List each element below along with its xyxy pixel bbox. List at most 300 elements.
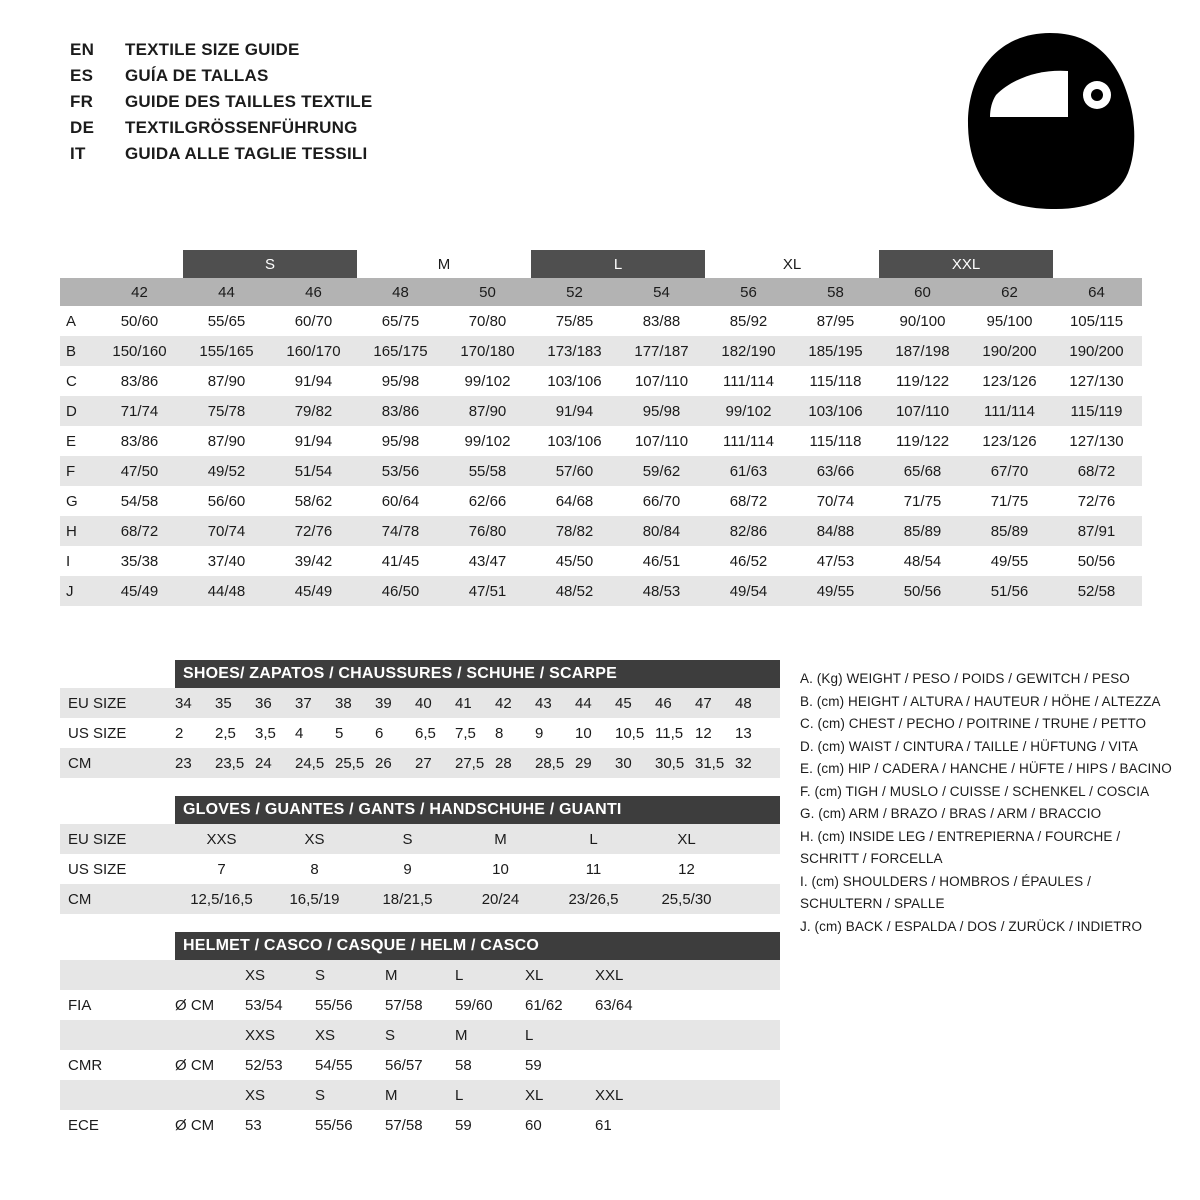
shoes-cm-row (60, 748, 780, 778)
cell: 62/66 (468, 492, 507, 510)
table-row (60, 456, 1142, 486)
legend-line: E. (cm) HIP / CADERA / HANCHE / HÜFTE / HIPS / BACINO (800, 761, 1172, 776)
cell: 2 (175, 724, 184, 742)
helmet-title: HELMET / CASCO / CASQUE / HELM / CASCO (175, 932, 780, 960)
table-row (60, 366, 1142, 396)
header-row-en (70, 40, 770, 66)
row-label-e: E (66, 432, 77, 450)
cell: 11 (585, 860, 602, 878)
cell: 46/51 (642, 552, 681, 570)
cell: 54/55 (315, 1056, 353, 1074)
cell: 95/98 (381, 432, 420, 450)
cell: 103/106 (547, 432, 602, 450)
cell: M (494, 830, 507, 848)
cell: 41 (455, 694, 472, 712)
cell: 55/65 (207, 312, 246, 330)
legend-line: D. (cm) WAIST / CINTURA / TAILLE / HÜFTUNG / VITA (800, 738, 1138, 754)
cell: 36 (255, 694, 272, 712)
measurement-legend (800, 668, 1172, 938)
table-row (60, 546, 1142, 576)
header-row-fr (70, 92, 770, 118)
size-label-xxl: XXL (879, 250, 1053, 278)
cell: 95/100 (986, 312, 1033, 330)
cell: 72/76 (294, 522, 333, 540)
cell: 30 (615, 754, 632, 772)
legend-line: J. (cm) BACK / ESPALDA / DOS / ZURÜCK / INDIETRO (800, 918, 1143, 934)
cell: 55/56 (315, 996, 353, 1014)
cell: 42 (495, 694, 512, 712)
cell: 12,5/16,5 (190, 890, 253, 908)
cell: M (385, 1086, 398, 1104)
table-row (60, 396, 1142, 426)
cell: 23,5 (215, 754, 245, 772)
cell: 87/90 (207, 432, 246, 450)
row-label-cm: CM (68, 754, 92, 772)
cell: 68/72 (120, 522, 159, 540)
cell: 46/52 (729, 552, 768, 570)
cell: 105/115 (1069, 312, 1124, 330)
racing-helmet-icon (960, 25, 1140, 215)
helmet-fia-row (60, 990, 780, 1020)
cell: 48/52 (555, 582, 594, 600)
cell: 60 (525, 1116, 542, 1134)
cell: 95/98 (381, 372, 420, 390)
cell: 99/102 (464, 372, 511, 390)
cell: 65/68 (903, 462, 942, 480)
cell: 72/76 (1077, 492, 1116, 510)
cell: 10,5 (615, 724, 645, 742)
cell: 16,5/19 (289, 890, 340, 908)
gloves-us-row (60, 854, 780, 884)
num-60: 60 (914, 283, 931, 301)
num-48: 48 (392, 283, 409, 301)
num-50: 50 (479, 283, 496, 301)
table-row (60, 486, 1142, 516)
cell: XXL (595, 966, 624, 984)
cell: 58/62 (294, 492, 333, 510)
cell: 76/80 (468, 522, 507, 540)
cell: 60/64 (381, 492, 420, 510)
cell: 20/24 (481, 890, 520, 908)
cell: L (455, 966, 464, 984)
cell: 60/70 (294, 312, 333, 330)
cell: 12 (695, 724, 712, 742)
cell: 29 (575, 754, 592, 772)
header-title-de: TEXTILGRÖSSENFÜHRUNG (125, 118, 358, 137)
cell: 59/60 (455, 996, 493, 1014)
row-label-d: D (66, 402, 77, 420)
cell: 65/75 (381, 312, 420, 330)
header-title-es: GUÍA DE TALLAS (125, 66, 269, 85)
cell: 45 (615, 694, 632, 712)
cell: 67/70 (990, 462, 1029, 480)
cell: 44/48 (207, 582, 246, 600)
cell: 78/82 (555, 522, 594, 540)
cell: 103/106 (808, 402, 863, 420)
cell: 35/38 (120, 552, 159, 570)
cell: 85/89 (990, 522, 1029, 540)
cell: 7 (217, 860, 226, 878)
row-label-h: H (66, 522, 77, 540)
legend-line: C. (cm) CHEST / PECHO / POITRINE / TRUHE / PETTO (800, 716, 1147, 731)
cell: 185/195 (808, 342, 863, 360)
cell: XXS (245, 1026, 276, 1044)
cell: 190/200 (982, 342, 1037, 360)
cell: 71/75 (990, 492, 1029, 510)
num-spacer (60, 278, 96, 306)
row-label-j: J (66, 582, 74, 600)
num-42: 42 (131, 283, 148, 301)
cell: 59/62 (642, 462, 681, 480)
header-languages (70, 40, 770, 170)
cell: 50/56 (903, 582, 942, 600)
cell: 18/21,5 (382, 890, 433, 908)
row-label-eu-size: EU SIZE (68, 694, 127, 712)
cell: 99/102 (464, 432, 511, 450)
helmet-cmr-header (60, 1020, 780, 1050)
legend-line: B. (cm) HEIGHT / ALTURA / HAUTEUR / HÖHE / ALTEZZA (800, 693, 1161, 709)
cell: 43/47 (468, 552, 507, 570)
cell: 123/126 (982, 432, 1037, 450)
cell: 54/58 (120, 492, 159, 510)
cell: 48/53 (642, 582, 681, 600)
lang-code-fr: FR (70, 92, 94, 111)
lang-code-en: EN (70, 40, 95, 59)
cell: 82/86 (729, 522, 768, 540)
row-label-cm: CM (68, 890, 92, 908)
legend-line: F. (cm) TIGH / MUSLO / CUISSE / SCHENKEL / COSCIA (800, 783, 1150, 799)
cell: 107/110 (895, 402, 950, 420)
row-label-us-size: US SIZE (68, 860, 127, 878)
helmet-block (60, 932, 780, 1140)
cell: 61/63 (729, 462, 768, 480)
cell: 23 (175, 754, 192, 772)
num-62: 62 (1001, 283, 1018, 301)
legend-line: SCHULTERN / SPALLE (800, 896, 945, 911)
cell: 91/94 (294, 432, 333, 450)
size-label-s: S (183, 250, 357, 278)
table-row (60, 576, 1142, 606)
num-56: 56 (740, 283, 757, 301)
cell: 32 (735, 754, 752, 772)
cell: 127/130 (1069, 372, 1124, 390)
cell: 160/170 (286, 342, 341, 360)
lang-code-es: ES (70, 66, 94, 85)
cell: 49/55 (990, 552, 1029, 570)
cell: 71/75 (903, 492, 942, 510)
lower-tables (60, 660, 780, 1158)
cell: 57/60 (555, 462, 594, 480)
size-bar-42 (96, 250, 183, 278)
cell: 70/80 (468, 312, 507, 330)
cell: 66/70 (642, 492, 681, 510)
cell: XL (677, 830, 696, 848)
cell: 51/56 (990, 582, 1029, 600)
cell: S (315, 1086, 326, 1104)
cell: 47/51 (468, 582, 507, 600)
cell: 11,5 (655, 724, 684, 742)
gloves-eu-row (60, 824, 780, 854)
cell: XS (245, 966, 266, 984)
cell: M (385, 966, 398, 984)
cell: 56/60 (207, 492, 246, 510)
size-letter-row (60, 250, 1142, 278)
cell: 115/118 (809, 432, 862, 450)
cell: 123/126 (982, 372, 1037, 390)
cell: 127/130 (1069, 432, 1124, 450)
cell: 9 (403, 860, 412, 878)
cell: XL (525, 1086, 544, 1104)
cell: 165/175 (373, 342, 428, 360)
cell: 51/54 (294, 462, 333, 480)
legend-line: A. (Kg) WEIGHT / PESO / POIDS / GEWITCH / PESO (800, 671, 1130, 686)
cell: 119/122 (895, 372, 950, 390)
row-label-fia: FIA (68, 996, 92, 1014)
blank-label (60, 1080, 175, 1110)
cell: 27,5 (455, 754, 485, 772)
cell: 25,5 (335, 754, 365, 772)
row-label-g: G (66, 492, 78, 510)
cell: 23/26,5 (568, 890, 619, 908)
gloves-cm-row (60, 884, 780, 914)
cell: 87/95 (816, 312, 855, 330)
cell: 52/53 (245, 1056, 283, 1074)
header-row-de (70, 118, 770, 144)
row-label-i: I (66, 552, 71, 570)
cell: 58 (455, 1056, 472, 1074)
cell: 95/98 (642, 402, 681, 420)
cell: 87/91 (1077, 522, 1116, 540)
cell: 74/78 (381, 522, 420, 540)
cell: 44 (575, 694, 592, 712)
cell: 177/187 (634, 342, 689, 360)
cell: 63/64 (595, 996, 633, 1014)
cell: 39/42 (294, 552, 333, 570)
num-46: 46 (305, 283, 322, 301)
cell: 4 (295, 724, 304, 742)
shoes-title: SHOES/ ZAPATOS / CHAUSSURES / SCHUHE / SCARPE (175, 660, 780, 688)
cell: L (525, 1026, 534, 1044)
row-label-us-size: US SIZE (68, 724, 127, 742)
cell: XS (245, 1086, 266, 1104)
cell: 38 (335, 694, 352, 712)
cell: 83/88 (642, 312, 681, 330)
cell: 25,5/30 (661, 890, 712, 908)
cell: 84/88 (816, 522, 855, 540)
legend-line: G. (cm) ARM / BRAZO / BRAS / ARM / BRACCIO (800, 806, 1102, 821)
cell: 119/122 (895, 432, 950, 450)
cell: 49/54 (729, 582, 768, 600)
cell: 75/85 (555, 312, 594, 330)
cell: S (315, 966, 326, 984)
cell: L (589, 830, 598, 848)
cell: S (385, 1026, 396, 1044)
cell: 111/114 (723, 432, 774, 450)
cell: 53/54 (245, 996, 283, 1014)
cell: 48 (735, 694, 752, 712)
cell: 7,5 (455, 724, 476, 742)
cell: 55/58 (468, 462, 507, 480)
blank-label (60, 960, 175, 990)
cell: 103/106 (547, 372, 602, 390)
cell: 30,5 (655, 754, 685, 772)
cell: XXS (206, 830, 237, 848)
num-58: 58 (827, 283, 844, 301)
cell: 83/86 (120, 372, 159, 390)
cell: 43 (535, 694, 552, 712)
header-title-fr: GUIDE DES TAILLES TEXTILE (125, 92, 373, 111)
cell: 8 (495, 724, 504, 742)
cell: 27 (415, 754, 432, 772)
cell: S (402, 830, 413, 848)
cell: 12 (678, 860, 695, 878)
cell: 13 (735, 724, 752, 742)
num-52: 52 (566, 283, 583, 301)
cell: 71/74 (120, 402, 159, 420)
cell: XL (525, 966, 544, 984)
lang-code-it: IT (70, 144, 86, 163)
cell: 87/90 (468, 402, 507, 420)
cell: 63/66 (816, 462, 855, 480)
cell: 61 (595, 1116, 612, 1134)
cell: 8 (310, 860, 319, 878)
cell: 31,5 (695, 754, 725, 772)
cell: XS (315, 1026, 336, 1044)
gloves-block (60, 796, 780, 914)
helmet-cmr-row (60, 1050, 780, 1080)
cell: 53/56 (381, 462, 420, 480)
cell: 68/72 (1077, 462, 1116, 480)
cell-unit: Ø CM (175, 1116, 215, 1134)
cell: 64/68 (555, 492, 594, 510)
cell: 57/58 (385, 1116, 423, 1134)
header-title-it: GUIDA ALLE TAGLIE TESSILI (125, 144, 368, 163)
cell: 182/190 (721, 342, 776, 360)
cell: 45/49 (120, 582, 159, 600)
legend-line: H. (cm) INSIDE LEG / ENTREPIERNA / FOURCHE / (800, 828, 1121, 844)
cell: 9 (535, 724, 544, 742)
cell: 41/45 (381, 552, 420, 570)
cell: 83/86 (381, 402, 420, 420)
cell: 55/56 (315, 1116, 353, 1134)
cell (175, 1020, 245, 1050)
row-label-a: A (66, 312, 77, 330)
cell: 85/89 (903, 522, 942, 540)
cell: 35 (215, 694, 232, 712)
table-row (60, 336, 1142, 366)
cell: 6 (375, 724, 384, 742)
cell: 5 (335, 724, 344, 742)
cell: 90/100 (899, 312, 946, 330)
cell-unit: Ø CM (175, 1056, 215, 1074)
shoes-eu-row (60, 688, 780, 718)
cell: 37/40 (207, 552, 246, 570)
table-row (60, 306, 1142, 336)
cell: 59 (455, 1116, 472, 1134)
main-size-table (60, 250, 1142, 606)
cell: 91/94 (294, 372, 333, 390)
size-label-m: M (437, 255, 451, 273)
blank-label (60, 1020, 175, 1050)
cell: 150/160 (112, 342, 167, 360)
cell: 49/52 (207, 462, 246, 480)
cell: L (455, 1086, 464, 1104)
cell: 57/58 (385, 996, 423, 1014)
cell: 26 (375, 754, 392, 772)
row-label-c: C (66, 372, 77, 390)
cell: 40 (415, 694, 432, 712)
size-label-l: L (531, 250, 705, 278)
cell: 6,5 (415, 724, 436, 742)
num-54: 54 (653, 283, 670, 301)
gloves-title: GLOVES / GUANTES / GANTS / HANDSCHUHE / GUANTI (175, 796, 780, 824)
cell: 10 (575, 724, 592, 742)
cell: 80/84 (642, 522, 681, 540)
cell: 107/110 (634, 432, 689, 450)
num-64: 64 (1088, 283, 1105, 301)
cell: 39 (375, 694, 392, 712)
cell: 170/180 (460, 342, 515, 360)
cell: 190/200 (1069, 342, 1124, 360)
size-bar-64 (1053, 250, 1140, 278)
cell: 50/56 (1077, 552, 1116, 570)
helmet-ece-row (60, 1110, 780, 1140)
row-label-b: B (66, 342, 77, 360)
cell: 37 (295, 694, 312, 712)
cell: 68/72 (729, 492, 768, 510)
cell: 24 (255, 754, 272, 772)
cell: 79/82 (294, 402, 333, 420)
row-label-ece: ECE (68, 1116, 99, 1134)
cell: 50/60 (120, 312, 159, 330)
row-label-f: F (66, 462, 76, 480)
cell: 111/114 (984, 402, 1035, 420)
cell: 87/90 (207, 372, 246, 390)
row-label-cmr: CMR (68, 1056, 103, 1074)
header-row-it (70, 144, 770, 170)
cell: 115/119 (1070, 402, 1123, 420)
legend-line: SCHRITT / FORCELLA (800, 851, 943, 866)
cell: 46/50 (381, 582, 420, 600)
cell: M (455, 1026, 468, 1044)
cell: 53 (245, 1116, 262, 1134)
cell: 2,5 (215, 724, 236, 742)
lang-code-de: DE (70, 118, 95, 137)
cell: 91/94 (555, 402, 594, 420)
cell: 34 (175, 694, 192, 712)
cell: 47/50 (120, 462, 159, 480)
table-row (60, 426, 1142, 456)
cell: 28 (495, 754, 512, 772)
header-title-en: TEXTILE SIZE GUIDE (125, 40, 300, 59)
cell: XXL (595, 1086, 624, 1104)
cell: 56/57 (385, 1056, 423, 1074)
size-bar-spacer (60, 250, 96, 278)
cell: 115/118 (809, 372, 862, 390)
cell: 59 (525, 1056, 542, 1074)
cell: 70/74 (207, 522, 246, 540)
cell: 28,5 (535, 754, 565, 772)
header-row-es (70, 66, 770, 92)
size-number-row (60, 278, 1142, 306)
cell: 111/114 (723, 372, 774, 390)
cell (175, 960, 245, 990)
cell-unit: Ø CM (175, 996, 215, 1014)
cell: 61/62 (525, 996, 563, 1014)
cell: 24,5 (295, 754, 325, 772)
cell: 49/55 (816, 582, 855, 600)
cell: 52/58 (1077, 582, 1116, 600)
